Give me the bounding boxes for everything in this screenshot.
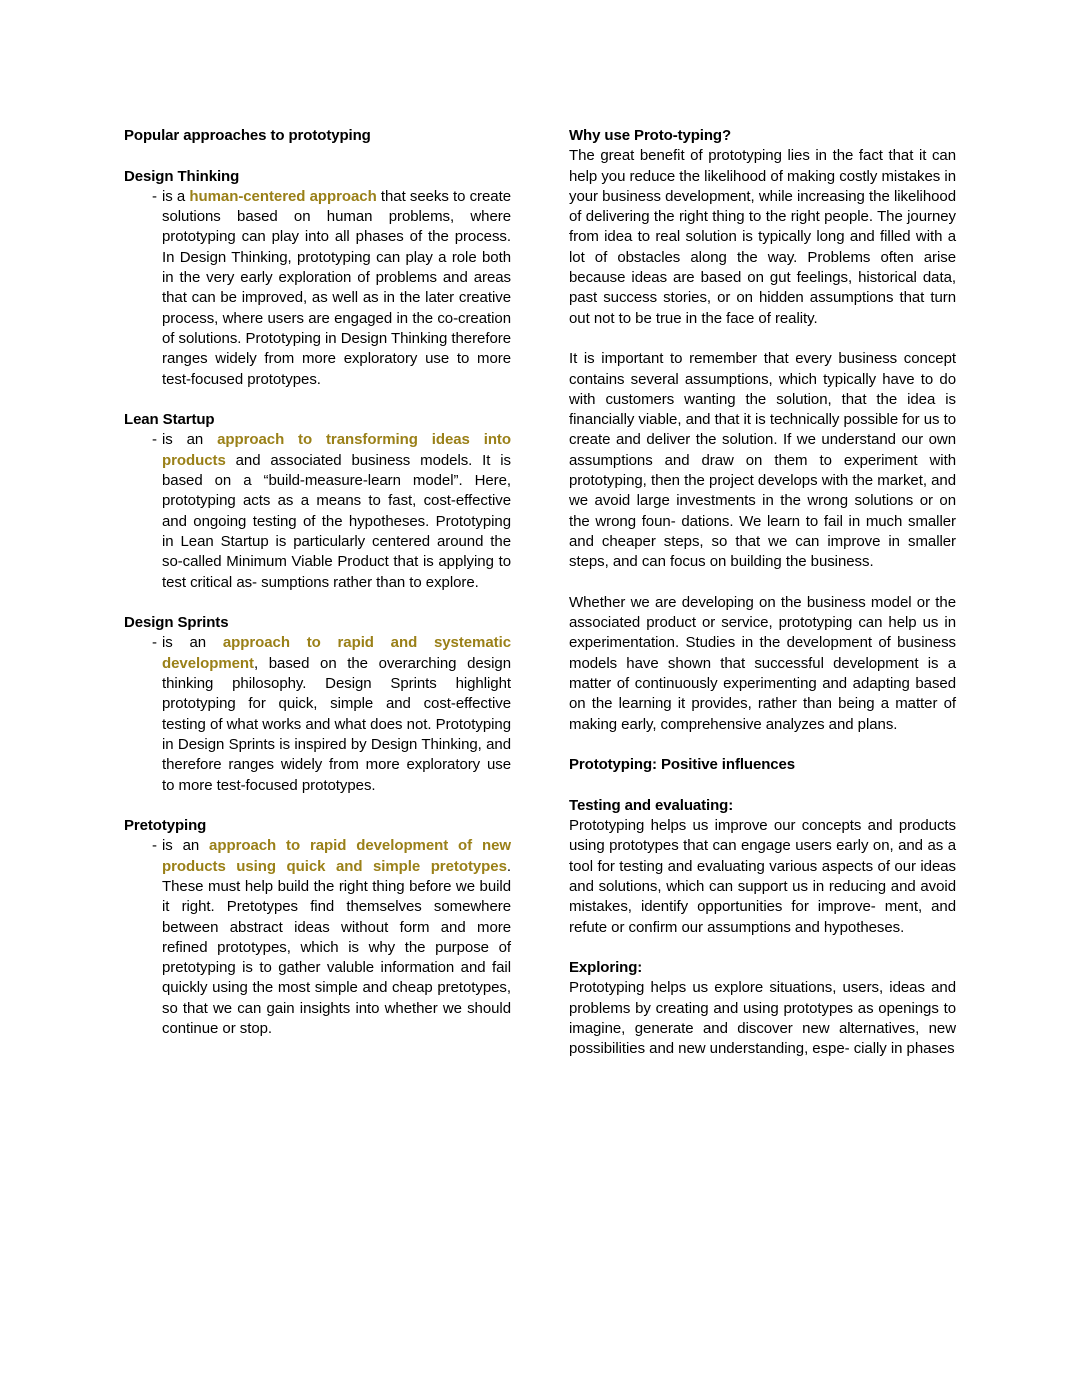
subsection-exploring (569, 958, 956, 1059)
section-heading: Design Thinking (124, 167, 240, 185)
subsection-body: Prototyping helps us explore situations, users, ideas and problems by creating and using prototypes as openings to imagine, generate and discover new alternatives, new possibilities and new understanding, espe- cially in phases (569, 979, 956, 1058)
spacer (124, 593, 511, 613)
subsection-body: Prototyping helps us improve our concepts and products using prototypes that can engage users early on, and as a tool for testing and evaluating various aspects of our ideas and solutions, which can support us in reducing and avoid mistakes, identify opportunities for improve- ment, and refute or confirm our assumptions and hypotheses. (569, 817, 956, 936)
bullet-item (124, 187, 511, 390)
bullet-body: . These must help build the right thing before we build it right. Pretotypes find themselves somewhere between abstract ideas without form and more refined prototypes, which is why the purpose of pretotyping is to gather valuble information and fail quickly using the most simple and cheap pretotypes, so that we can gain insights into whether we should continue or stop. (162, 857, 511, 1038)
spacer (569, 735, 956, 755)
spacer (124, 390, 511, 410)
highlighted-phrase: human-centered approach (189, 187, 377, 205)
positive-influences-heading: Prototyping: Positive influences (569, 756, 795, 774)
paragraph: Whether we are developing on the business model or the associated product or service, prototyping can help us in experimentation. Studies in the development of business models have shown that successful development is a matter of continuously experimenting and adapting based on the learning it provides, rather than being a matter of making early, comprehensive analyzes and plans. (569, 593, 956, 733)
spacer (569, 573, 956, 593)
spacer (569, 938, 956, 958)
highlighted-phrase: approach to rapid development of new products using quick and simple pretotypes (162, 837, 511, 875)
left-column (124, 126, 511, 1060)
bullet-marker: - (152, 187, 157, 205)
bullet-text (162, 633, 511, 795)
right-column-title: Why use Proto-typing? (569, 127, 732, 144)
left-column-title: Popular approaches to prototyping (124, 127, 371, 144)
bullet-marker: - (152, 837, 157, 855)
spacer (124, 796, 511, 816)
bullet-text (162, 836, 511, 1039)
bullet-lead: is an (162, 837, 210, 855)
highlighted-phrase: approach to rapid and systematic development (162, 634, 511, 672)
section-lean-startup (124, 410, 511, 593)
spacer (569, 776, 956, 796)
bullet-text (162, 430, 511, 592)
spacer (569, 329, 956, 349)
bullet-item (124, 836, 511, 1039)
bullet-body: and associated business models. It is based on a “build-measure-learn model”. Here, prototyping acts as a means to fast, cost-effective and ongoing testing of the hypotheses. Prototyping in Lean Startup is particularly centered around the so-called Minimum Viable Product that is applying to test critical as- sumptions rather than to explore. (162, 451, 511, 591)
paragraph: It is important to remember that every business concept contains several assumptions, which typically have to do with customers wanting the solution, that the idea is financially viable, and that it is technically possible for us to create and deliver the solution. If we understand our own assumptions and draw on them to experiment with prototyping, then the project develops with the market, and we avoid large investments in the wrong solutions or on the wrong foun- dations. We learn to fail in much smaller and cheaper steps, so that we can improve in smaller steps, and can focus on building the business. (569, 350, 956, 571)
bullet-text (162, 187, 511, 390)
spacer (124, 146, 511, 166)
bullet-lead: is a (162, 187, 190, 205)
highlighted-phrase: approach to transforming ideas into products (162, 431, 511, 469)
bullet-lead: is an (162, 431, 218, 449)
bullet-body: that seeks to create solutions based on human problems, where prototyping can play into all phases of the process. In Design Thinking, prototyping can play a role both in the very early exploration of problems and areas that can be improved, as well as in the later creative process, where users are engaged in the co-creation of solutions. Prototyping in Design Thinking therefore ranges widely from more exploratory use to more test-focused prototypes. (162, 187, 511, 388)
section-heading: Design Sprints (124, 614, 229, 632)
paragraph: The great benefit of prototyping lies in the fact that it can help you reduce the likelihood of making costly mistakes in your business development, while increasing the likelihood of delivering the right thing to the right people. The journey from idea to real solution is typically long and filled with a lot of obstacles along the way. Problems often arise because ideas are based on gut feelings, historical data, past success stories, or on hidden assumptions that turn out not to be true in the face of reality. (569, 147, 956, 327)
section-pretotyping (124, 816, 511, 1039)
subsection-heading: Exploring: (569, 959, 643, 977)
subsection-testing-and-evaluating (569, 796, 956, 938)
section-design-sprints (124, 613, 511, 796)
bullet-marker: - (152, 431, 157, 449)
subsection-heading: Testing and evaluating: (569, 796, 734, 814)
section-design-thinking (124, 167, 511, 390)
bullet-marker: - (152, 634, 157, 652)
bullet-body: , based on the overarching design thinking philosophy. Design Sprints highlight prototyping for quick, simple and cost-effective testing of what works and what does not. Prototyping in Design Sprints is inspired by Design Thinking, and therefore ranges widely from more exploratory use to more test-focused prototypes. (162, 654, 511, 794)
bullet-lead: is an (162, 634, 223, 652)
bullet-item (124, 633, 511, 795)
bullet-item (124, 430, 511, 592)
two-column-layout (124, 126, 956, 1060)
section-heading: Pretotyping (124, 817, 207, 835)
section-heading: Lean Startup (124, 411, 215, 429)
right-column (569, 126, 956, 1060)
